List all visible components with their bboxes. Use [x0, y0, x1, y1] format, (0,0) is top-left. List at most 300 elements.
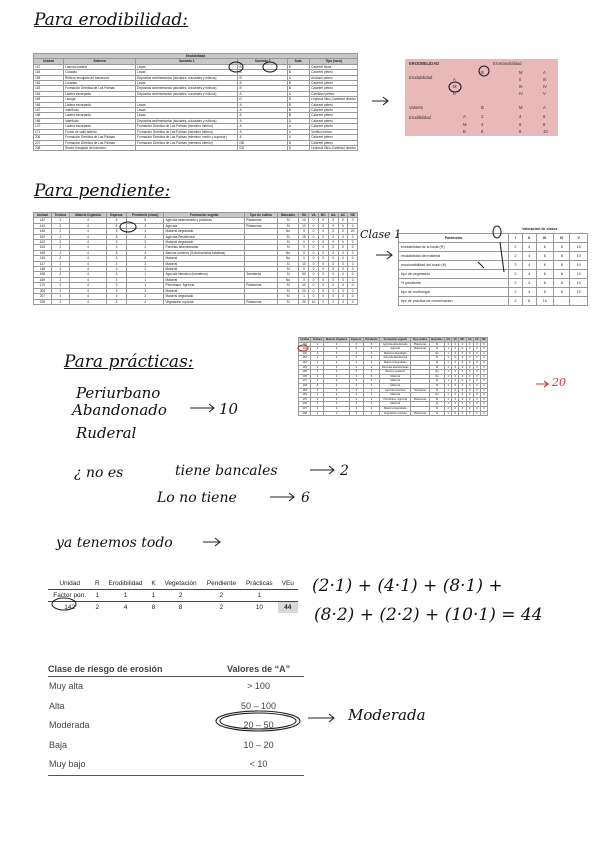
table-cell: 2	[127, 294, 164, 299]
table-cell: 0	[452, 379, 459, 384]
table-cell: Matorral degradado	[164, 229, 245, 234]
column-header: II	[522, 234, 536, 243]
table-cell: Matorral	[164, 288, 245, 293]
table-cell: 0	[318, 240, 328, 245]
table-cell: 3	[363, 347, 379, 352]
table-cell: 169	[34, 118, 64, 123]
table-cell: 0	[473, 411, 480, 416]
table-cell: 2	[509, 243, 523, 252]
column-header: Unidad	[300, 338, 310, 341]
table-cell: 0	[466, 360, 473, 365]
table-cell: 4	[324, 383, 349, 388]
table-cell: 0	[328, 272, 338, 277]
table-cell: 0	[480, 365, 487, 370]
table-cell: 0	[348, 288, 358, 293]
table-cell: 3	[349, 406, 363, 411]
table-cell: Lavas	[136, 108, 238, 113]
table-cell: 2	[51, 223, 69, 228]
table-cell: Parcelas abandonadas	[164, 245, 245, 250]
table-cell: 5	[107, 234, 127, 239]
table-cell: D	[287, 64, 309, 69]
table-cell: 147	[34, 64, 64, 69]
table-cell: 0	[452, 360, 459, 365]
table-cell: Sí	[277, 223, 299, 228]
table-cell: 2	[311, 370, 324, 375]
table-cell: Agrícola abandonado	[380, 342, 411, 347]
matrix-val: 4	[481, 122, 484, 127]
note-si-no-es: ¿ no es	[74, 465, 124, 481]
table-cell: tipo de vegetación	[399, 270, 509, 279]
column-header: Espesor	[351, 338, 362, 341]
table-cell: A	[238, 108, 287, 113]
column-header: IV	[554, 234, 570, 243]
table-cell: 2	[311, 411, 324, 416]
note-arrow6: 6	[301, 490, 310, 506]
table-cell: Sector encajado de barranco	[64, 145, 136, 150]
table-cell: Calcreet pétreo	[310, 70, 358, 75]
table-cell: 162	[34, 240, 52, 245]
table-cell: Andosol pétreo	[310, 75, 358, 80]
table-cell: 0	[466, 383, 473, 388]
table-cell: 0	[466, 356, 473, 361]
column-header: K	[148, 578, 160, 590]
table-row	[48, 736, 304, 756]
table-cell: 0	[452, 406, 459, 411]
table-cell: Muy alta	[49, 681, 84, 691]
note-clase: Clase 1	[360, 228, 402, 241]
table-cell: 10	[299, 261, 309, 266]
table-cell: Llanura costera	[64, 64, 136, 69]
table-cell: 162	[299, 360, 311, 365]
table-cell: 2	[311, 360, 324, 365]
table-cell: 0	[466, 379, 473, 384]
table-cell: 3	[127, 234, 164, 239]
table-cell: B	[287, 108, 309, 113]
table-cell: 1	[445, 397, 452, 402]
table-cell: Sí	[277, 240, 299, 245]
table-cell: 0	[473, 388, 480, 393]
table-cell: 0	[348, 272, 358, 277]
matrix-cell: III	[519, 84, 523, 89]
column-header: AC	[474, 338, 479, 341]
table-cell: 0	[328, 283, 338, 288]
table-cell: No	[277, 277, 299, 282]
table-cell: < 10	[213, 755, 304, 775]
table-cell: 3	[349, 393, 363, 398]
table-cell: 10	[570, 279, 588, 288]
table-cell: 1	[445, 360, 452, 365]
table-cell: 2	[51, 229, 69, 234]
matrix-cell: III	[543, 77, 547, 82]
table-cell: 170	[34, 124, 64, 129]
table-cell: 8	[554, 243, 570, 252]
column-header: Bancales	[277, 213, 299, 218]
table-cell: 3	[349, 411, 363, 416]
table-cell: 142	[64, 604, 76, 611]
table-cell: Plataneras	[411, 342, 430, 347]
table-cell: Depósitos sedimentarios (aluviales, coluviales y eólicos)	[136, 91, 238, 96]
table-cell: 4	[70, 240, 107, 245]
table-cell: Agrícola	[164, 223, 245, 228]
table-cell: 0	[309, 294, 318, 299]
table-cell: 163	[299, 365, 311, 370]
table-cell: 2	[311, 379, 324, 384]
column-header: Clase de riesgo de erosión	[48, 662, 213, 677]
table-cell: 3	[127, 261, 164, 266]
matrix-val: 6	[481, 129, 484, 134]
table-cell: 169	[34, 277, 52, 282]
table-row	[399, 252, 588, 261]
table-cell: 0	[338, 223, 348, 228]
table-cell: Bancos costeros (Suburbanistas tabaibas)	[164, 250, 245, 255]
table-cell: Formación Detrítica de Las Palmas	[64, 86, 136, 91]
table-cell: 4	[522, 252, 536, 261]
heading-practicas: Para prácticas:	[64, 352, 194, 372]
table-cell: 0	[299, 229, 309, 234]
table-cell: 5	[349, 356, 363, 361]
table-cell: 1	[445, 411, 452, 416]
table-cell: 163	[34, 86, 64, 91]
table-cell: Relieve encajado de barrancos	[64, 75, 136, 80]
column-header: GU	[446, 338, 451, 341]
summary-table	[48, 578, 298, 613]
table-cell: Calcreet pétreo	[310, 135, 358, 140]
table-cell: 4	[522, 261, 536, 270]
table-cell: 0	[459, 397, 466, 402]
table-cell: tipo de morfología	[399, 288, 509, 297]
table-cell: 0	[452, 383, 459, 388]
table-cell: 0	[480, 374, 487, 379]
table-cell: 0	[480, 342, 487, 347]
table-cell: 4	[127, 229, 164, 234]
matrix-cell: II	[519, 77, 522, 82]
table-cell: 2	[219, 592, 224, 599]
table-cell: 0	[459, 342, 466, 347]
column-header: AC	[338, 213, 348, 218]
table-cell: 10	[570, 243, 588, 252]
table-cell: 207	[34, 140, 64, 145]
table-cell: 1	[127, 283, 164, 288]
table-cell: 4	[70, 218, 107, 223]
table-cell: 163	[34, 245, 52, 250]
table-cell: 208	[34, 299, 52, 304]
table-cell: 6	[536, 261, 554, 270]
table-cell: 1	[127, 277, 164, 282]
table-cell: 4	[522, 288, 536, 297]
table-cell: 3	[127, 240, 164, 245]
table-cell: 0	[480, 370, 487, 375]
table-cell: 0	[459, 365, 466, 370]
column-header: Textura	[312, 338, 322, 341]
table-cell: 0	[338, 299, 348, 304]
table-cell: 2	[51, 250, 69, 255]
table-cell: D	[287, 145, 309, 150]
table-cell: 0	[466, 347, 473, 352]
note-abandonado: Abandonado	[72, 401, 167, 419]
table-cell: Formación Detrítica de Las Palmas	[64, 140, 136, 145]
table-cell: 3	[349, 388, 363, 393]
table-cell: 3	[349, 402, 363, 407]
table-cell: 0	[452, 374, 459, 379]
table-cell: Matorral	[164, 256, 245, 261]
table-cell: Lavas	[136, 70, 238, 75]
table-cell: 0	[466, 393, 473, 398]
table-cell: % pendiente	[399, 279, 509, 288]
table-cell: Agrícola abandonado y prácticas	[164, 218, 245, 223]
table-cell: 4	[70, 245, 107, 250]
table-cell: 0	[318, 245, 328, 250]
table-cell: 146	[299, 351, 311, 356]
table-cell: tipo de práctica de conservación	[399, 297, 509, 306]
matrix-cell: M	[453, 84, 457, 89]
table-cell: 4	[70, 256, 107, 261]
column-header: MC	[318, 213, 328, 218]
table-cell: A	[238, 91, 287, 96]
table-cell: 4	[522, 243, 536, 252]
table-cell: 2	[363, 406, 379, 411]
table-cell: 2	[51, 294, 69, 299]
table-cell: Lavas	[136, 81, 238, 86]
table-cell: 4	[324, 397, 349, 402]
matrix-cell: IV	[519, 91, 523, 96]
table-cell: Formación Detrítica de Las Palmas	[64, 135, 136, 140]
table-cell: 0	[338, 240, 348, 245]
table-cell: 3	[363, 356, 379, 361]
matrix-val: B	[463, 129, 466, 134]
table-cell: B	[238, 86, 287, 91]
table-cell: 168	[299, 388, 311, 393]
table-row	[34, 145, 358, 150]
table-cell: 147	[299, 379, 311, 384]
table-cell: 0	[309, 245, 318, 250]
table-cell: Moderada	[49, 720, 90, 730]
table-cell: 4	[522, 279, 536, 288]
table-cell: 0	[299, 245, 309, 250]
table-cell: 6	[536, 243, 554, 252]
column-header: Parámetro	[399, 234, 509, 243]
table-cell: > 100	[247, 681, 270, 691]
table-cell: A	[238, 113, 287, 118]
table-cell: 4	[324, 379, 349, 384]
table-cell: 0	[328, 294, 338, 299]
table-cell: 2	[509, 279, 523, 288]
table-cell: 0	[328, 223, 338, 228]
table-cell: Sí	[429, 342, 444, 347]
table-cell: 0	[348, 267, 358, 272]
table-cell: 0	[459, 356, 466, 361]
table-cell: 0	[348, 277, 358, 282]
column-header: Textura	[51, 213, 69, 218]
table-cell: B	[238, 75, 287, 80]
table-cell: Matorral degradado	[380, 406, 411, 411]
table-cell: 6	[349, 347, 363, 352]
table-cell: B	[287, 81, 309, 86]
table-cell: 2	[178, 592, 183, 599]
table-cell: 10 – 20	[243, 739, 274, 750]
table-row	[399, 288, 588, 297]
table-cell: 4	[70, 272, 107, 277]
table-cell: 0	[309, 234, 318, 239]
table-cell: 6	[107, 223, 127, 228]
table-cell: 0	[328, 218, 338, 223]
table-cell: erodabilidad del material	[399, 252, 509, 261]
table-cell: No	[277, 250, 299, 255]
table-cell: 4	[70, 250, 107, 255]
note-ya-tenemos: ya tenemos todo	[56, 535, 173, 551]
table-cell: 0	[318, 218, 328, 223]
table-cell: D	[238, 97, 287, 102]
table-cell: 4	[324, 411, 349, 416]
table-cell: Sí	[277, 272, 299, 277]
table-cell: 5	[363, 342, 379, 347]
table-cell: 0	[459, 402, 466, 407]
table-cell: 0	[338, 229, 348, 234]
table-cell: erosionabilidad del suelo (K)	[399, 261, 509, 270]
table-cell: 8	[554, 252, 570, 261]
table-cell: A	[287, 129, 309, 134]
matrix-val: 6	[519, 122, 522, 127]
table-cell: 145	[299, 374, 311, 379]
table-cell: No	[429, 370, 444, 375]
table-cell: Calcreet pétreo	[310, 124, 358, 129]
table-cell: 10	[299, 218, 309, 223]
table-cell: 2	[51, 272, 69, 277]
table-cell: 4	[127, 250, 164, 255]
table-row	[48, 677, 304, 697]
column-header: Tipo de cultivo	[245, 213, 278, 218]
table-cell: 0	[318, 261, 328, 266]
table-cell: 0	[309, 277, 318, 282]
table-cell: 20	[299, 288, 309, 293]
table-cell: Lavas	[136, 102, 238, 107]
table-cell: 2	[311, 393, 324, 398]
table-cell: 2	[363, 402, 379, 407]
table-cell: 0	[473, 374, 480, 379]
column-header: AA	[328, 213, 338, 218]
table-cell: Leptosol lítico-Cambisol districo	[311, 97, 356, 102]
table-cell: Coladas	[64, 81, 136, 86]
table-cell: 3	[107, 299, 127, 304]
table-cell: 0	[309, 250, 318, 255]
class-table-title: Valoración de clases	[522, 227, 558, 231]
table-cell: 6	[349, 342, 363, 347]
table-cell: 4	[324, 374, 349, 379]
table-cell: Sí	[429, 347, 444, 352]
table-cell: 0	[299, 250, 309, 255]
table-row	[399, 261, 588, 270]
table-cell: 0	[480, 351, 487, 356]
note-ruderal: Ruderal	[76, 424, 137, 442]
column-header: Tipo cultivo	[411, 338, 430, 343]
table-cell: Sí	[429, 406, 444, 411]
table-cell: Formación Detrítica de Las Palmas (miembro inferior)	[136, 129, 238, 134]
table-cell: 8	[554, 288, 570, 297]
table-cell: 208	[34, 145, 64, 150]
table-cell: 2	[51, 234, 69, 239]
table-cell: Agrícola-Residencial	[380, 356, 411, 361]
table-cell: No	[277, 229, 299, 234]
table-cell: 0	[328, 288, 338, 293]
table-cell: A	[287, 75, 309, 80]
table-cell: 0	[348, 218, 358, 223]
table-cell: 1	[95, 592, 100, 599]
table-cell: 0	[309, 256, 318, 261]
table-cell: 3	[349, 360, 363, 365]
table-cell: 4	[324, 370, 349, 375]
table-cell: 0	[452, 411, 459, 416]
table-cell: 0	[338, 245, 348, 250]
table-cell: 0	[480, 402, 487, 407]
matrix-cell: B	[453, 91, 456, 96]
matrix-col2: Erosionabilidad	[493, 61, 522, 66]
table-cell: A	[238, 81, 287, 86]
matrix-letter: B	[481, 70, 484, 75]
column-header: VA	[309, 213, 318, 218]
table-cell: 0	[348, 294, 358, 299]
table-cell: 4	[70, 299, 107, 304]
table-cell: 0	[309, 288, 318, 293]
table-cell: Sí	[277, 218, 299, 223]
table-cell: 0	[338, 294, 348, 299]
table-cell: 3	[127, 223, 164, 228]
table-cell: 2	[311, 351, 324, 356]
table-cell: NB	[238, 140, 287, 145]
table-cell: 0	[348, 250, 358, 255]
table-cell: 2	[509, 270, 523, 279]
table-cell: 3	[107, 256, 127, 261]
column-header: MC	[460, 338, 465, 341]
table-cell: No	[429, 393, 444, 398]
table-cell: 0	[466, 411, 473, 416]
table-cell: 0	[473, 406, 480, 411]
table-cell: Depósitos sedimentarios (aluviales, coluviales y eólicos)	[136, 86, 238, 91]
table-cell: 2	[51, 240, 69, 245]
table-cell: 165	[34, 97, 64, 102]
table-cell: 0	[338, 261, 348, 266]
table-cell: 0	[348, 223, 358, 228]
table-cell: Lavas	[136, 64, 238, 69]
table-cell: Calcreet pétreo	[310, 81, 358, 86]
table-cell: 0	[473, 383, 480, 388]
table-cell: 2	[219, 604, 224, 611]
table-cell: 169	[299, 393, 311, 398]
table-cell: Tomateras	[411, 388, 430, 393]
table-cell: 5	[127, 256, 164, 261]
table-cell: 3	[349, 351, 363, 356]
column-header: Vegetación	[159, 578, 202, 590]
matrix-col1: ERODIBILIDAD	[409, 61, 440, 66]
table-cell: 207	[34, 294, 52, 299]
practices-table	[298, 337, 488, 416]
table-cell: 0	[466, 365, 473, 370]
table-cell: 3	[107, 245, 127, 250]
table-cell: 4	[363, 411, 379, 416]
table-cell: Formación Detrítica de Las Palmas (miembro inferior)	[136, 140, 238, 145]
table-cell: Coladas	[64, 70, 136, 75]
table-cell: 0	[459, 383, 466, 388]
column-header: AA	[467, 338, 472, 341]
note-formula-2: (8·2) + (2·2) + (10·1) = 44	[314, 605, 543, 625]
table-cell: Sí	[277, 299, 299, 304]
column-header: Unidad	[34, 59, 64, 64]
table-cell: 0	[452, 402, 459, 407]
table-cell: 4	[324, 351, 349, 356]
slope-table	[33, 212, 358, 305]
table-cell: 2	[363, 383, 379, 388]
note-periurbano: Periurbano	[76, 384, 161, 402]
table-cell: Calcreet pétreo	[310, 102, 358, 107]
table-cell: 4	[363, 370, 379, 375]
